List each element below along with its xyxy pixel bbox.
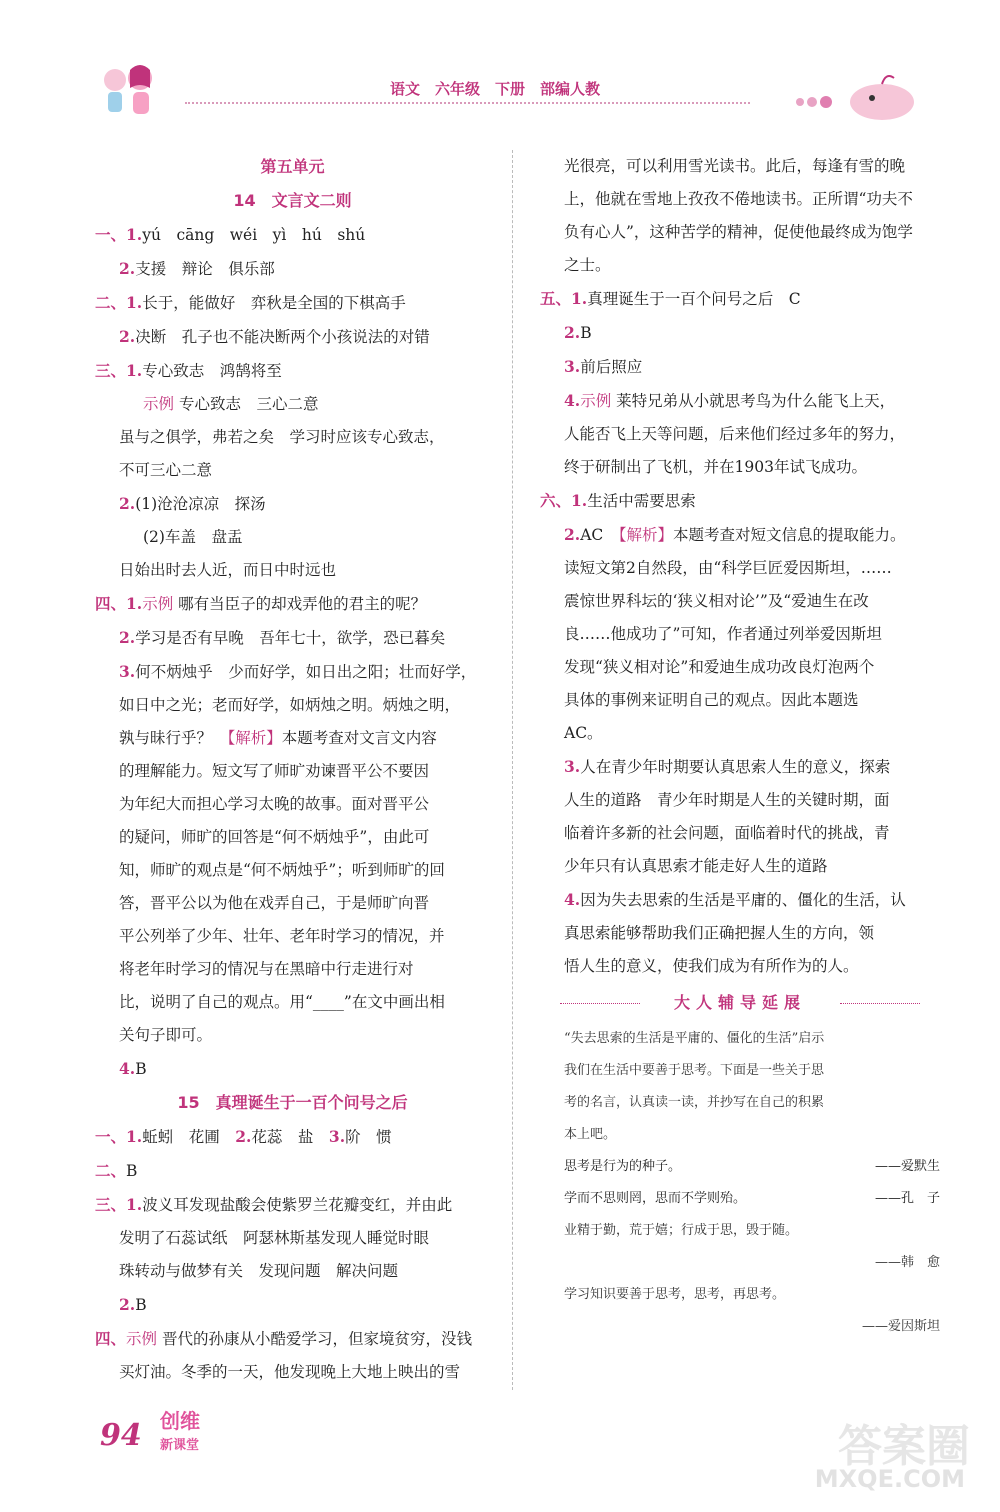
example-tag: 示例 <box>126 1330 158 1348</box>
watermark-line-2: MXQE.COM <box>814 1465 965 1493</box>
answer-line: AC。 <box>564 724 603 742</box>
answer-text: 生活中需要思索 <box>587 492 696 510</box>
answer-line: 人生的道路 青少年时期是人生的关键时期，面 <box>564 791 890 809</box>
answer-text: 波义耳发现盐酸会使紫罗兰花瓣变红，并由此 <box>142 1196 453 1214</box>
extension-text: “失去思索的生活是平庸的、僵化的生活”启示 <box>564 1031 825 1046</box>
answer-text: 本题考查对短文信息的提取能力。 <box>673 526 906 544</box>
answer-line: 发现“狭义相对论”和爱迪生成功改良灯泡两个 <box>564 658 875 676</box>
answer-text: 决断 孔子也不能决断两个小孩说法的对错 <box>135 328 430 346</box>
logo-line-2: 新课堂 <box>160 1438 200 1453</box>
answer-line: 为年纪大而担心学习太晚的故事。面对晋平公 <box>119 795 430 813</box>
answer-text: B <box>135 1060 147 1078</box>
answer-text: 本题考查对文言文内容 <box>281 729 437 747</box>
answer-line: 震惊世界科坛的‘狭义相对论’”及“爱迪生在改 <box>564 592 869 610</box>
quote-text: 学而不思则罔，思而不学则殆。 <box>564 1191 747 1206</box>
answer-text: yú cāng wéi yì hú shú <box>142 226 366 244</box>
section-marker: 二、 <box>95 293 127 312</box>
question-number: 4. <box>564 890 581 909</box>
answer-line: 知，师旷的观点是“何不炳烛乎”；听到师旷的回 <box>119 861 445 879</box>
answer-line <box>95 487 490 521</box>
answer-line: 临着许多新的社会问题，面临着时代的挑战，青 <box>564 824 890 842</box>
answer-text: B <box>126 1162 138 1180</box>
answer-line <box>95 252 490 286</box>
answer-text: B <box>580 324 592 342</box>
answer-line <box>95 218 490 252</box>
answer-line: 良……他成功了”可知，作者通过列举爱因斯坦 <box>564 625 882 643</box>
answer-line <box>95 655 490 689</box>
answer-line: 上，他就在雪地上孜孜不倦地读书。正所谓“功夫不 <box>564 190 913 208</box>
answer-text: 支援 辩论 俱乐部 <box>135 260 275 278</box>
answer-line <box>540 282 940 316</box>
quote-text: 思考是行为的种子。 <box>564 1159 682 1174</box>
answer-line <box>95 1188 490 1222</box>
answer-line <box>95 320 490 354</box>
answer-line: 的理解能力。短文写了师旷劝谏晋平公不要因 <box>119 762 430 780</box>
analysis-tag: 【解析】 <box>618 526 674 544</box>
page-number: 94 <box>100 1418 142 1453</box>
answer-line <box>95 1052 490 1086</box>
extension-text: 本上吧。 <box>564 1127 617 1142</box>
quote-text: 学习知识要善于思考，思考，再思考。 <box>564 1287 786 1302</box>
answer-line <box>95 1120 490 1154</box>
quote-author: ——韩 愈 <box>874 1255 940 1270</box>
quote-author: ——爱默生 <box>874 1159 940 1174</box>
quote-text: 业精于勤，荒于嬉；行成于思，毁于随。 <box>564 1223 799 1238</box>
section-marker: 四、 <box>95 594 127 613</box>
question-number: 1. <box>126 361 143 380</box>
answer-line: 具体的事例来证明自己的观点。因此本题选 <box>564 691 859 709</box>
logo-line-1: 创维 <box>160 1409 200 1433</box>
answer-line: 少年只有认真思索才能走好人生的道路 <box>564 857 828 875</box>
answer-line <box>95 1322 490 1356</box>
quote-author: ——爱因斯坦 <box>861 1319 940 1334</box>
example-tag: 示例 <box>143 395 175 413</box>
question-number: 4. <box>119 1059 136 1078</box>
question-number: 1. <box>571 491 588 510</box>
answer-text: 前后照应 <box>580 358 643 376</box>
answer-text: 阶 惯 <box>345 1128 392 1146</box>
section-marker: 六、 <box>540 491 572 510</box>
answer-line: 之士。 <box>564 256 611 274</box>
quote-author: ——孔 子 <box>874 1191 940 1206</box>
answer-text: AC <box>580 526 619 544</box>
question-number: 2. <box>119 1295 136 1314</box>
answer-line <box>540 883 940 917</box>
answer-line: 负有心人”，这种苦学的精神，促使他最终成为饱学 <box>564 223 913 241</box>
answer-line: 如日中之光；老而好学，如炳烛之明。炳烛之明， <box>119 696 461 714</box>
left-column <box>95 150 490 1389</box>
answer-line <box>95 1154 490 1188</box>
answer-text: 晋代的孙康从小酷爱学习，但家境贫穷，没钱 <box>161 1330 472 1348</box>
answer-line: 读短文第2自然段，由“科学巨匠爱因斯坦，…… <box>564 559 892 577</box>
header-dotted-line <box>185 102 750 104</box>
section-marker: 二、 <box>95 1161 127 1180</box>
answer-line: 虽与之俱学，弗若之矣 学习时应该专心致志， <box>119 428 445 446</box>
section-marker: 三、 <box>95 1195 127 1214</box>
answer-text: B <box>135 1296 147 1314</box>
answer-text: 专心致志 鸿鹄将至 <box>142 362 282 380</box>
section-marker: 五、 <box>540 289 572 308</box>
answer-line <box>540 750 940 784</box>
answer-text: 因为失去思索的生活是平庸的、僵化的生活，认 <box>580 891 906 909</box>
answer-line <box>95 621 490 655</box>
answer-line: 终于研制出了飞机，并在1903年试飞成功。 <box>564 458 867 476</box>
answer-text: (1)沧沧凉凉 探汤 <box>135 495 266 513</box>
answer-text: 蚯蚓 花圃 <box>142 1128 236 1146</box>
answer-line <box>540 316 940 350</box>
question-number: 2. <box>119 259 136 278</box>
answer-line: 平公列举了少年、壮年、老年时学习的情况，并 <box>119 927 445 945</box>
answer-line <box>95 1288 490 1322</box>
answer-text: 真理诞生于一百个问号之后 C <box>587 290 801 308</box>
cartoon-whale-icon <box>790 70 920 120</box>
answer-line: 日始出时去人近，而日中时远也 <box>119 561 337 579</box>
answer-line <box>540 384 940 418</box>
cartoon-kids-icon <box>90 60 170 120</box>
answer-text: 人在青少年时期要认真思索人生的意义，探索 <box>580 758 891 776</box>
answer-text: 哪有当臣子的却戏弄他的君主的呢？ <box>178 595 427 613</box>
page-header <box>90 60 910 120</box>
question-number: 1. <box>126 293 143 312</box>
question-number: 2. <box>564 323 581 342</box>
answer-line: 真思索能够帮助我们正确把握人生的方向，领 <box>564 924 875 942</box>
answer-line: 珠转动与做梦有关 发现问题 解决问题 <box>119 1262 399 1280</box>
example-tag: 示例 <box>142 595 174 613</box>
answer-line: 发明了石蕊试纸 阿瑟林斯基发现人睡觉时眼 <box>119 1229 430 1247</box>
answer-line: 的疑问，师旷的回答是“何不炳烛乎”，由此可 <box>119 828 430 846</box>
answer-line: 关句子即可。 <box>119 1026 213 1044</box>
answer-line <box>95 354 490 388</box>
answer-text: 莱特兄弟从小就思考鸟为什么能飞上天， <box>616 392 896 410</box>
answer-line: 答，晋平公以为他在戏弄自己，于是师旷向晋 <box>119 894 430 912</box>
extension-section-title: 大人辅导延展 <box>540 983 940 1023</box>
answer-line <box>95 587 490 621</box>
answer-text: 花蕊 盐 <box>251 1128 329 1146</box>
section-marker: 一、 <box>95 225 127 244</box>
question-number: 3. <box>564 757 581 776</box>
answer-text: 孰与昧行乎？ <box>119 729 228 747</box>
answer-line <box>540 350 940 384</box>
question-number: 1. <box>126 1127 143 1146</box>
question-number: 2. <box>119 628 136 647</box>
answer-text: 专心致志 三心二意 <box>178 395 319 413</box>
lesson-15-title: 15 真理诞生于一百个问号之后 <box>177 1093 408 1112</box>
question-number: 3. <box>119 662 136 681</box>
column-divider <box>512 150 513 1390</box>
answer-line <box>540 518 940 552</box>
watermark-line-1: 答案圈 <box>838 1421 970 1472</box>
extension-text: 考的名言，认真读一读，并抄写在自己的积累 <box>564 1095 825 1110</box>
analysis-tag: 【解析】 <box>227 729 282 747</box>
question-number: 1. <box>571 289 588 308</box>
answer-text: 何不炳烛乎 少而好学，如日出之阳；壮而好学， <box>135 663 477 681</box>
section-marker: 四、 <box>95 1329 127 1348</box>
question-number: 4. <box>564 391 581 410</box>
answer-line: 悟人生的意义，使我们成为有所作为的人。 <box>564 957 859 975</box>
right-column <box>540 150 940 1343</box>
answer-text: 长于，能做好 弈秋是全国的下棋高手 <box>142 294 406 312</box>
question-number: 3. <box>564 357 581 376</box>
question-number: 1. <box>126 1195 143 1214</box>
question-number: 2. <box>119 494 136 513</box>
question-number: 2. <box>119 327 136 346</box>
header-title: 语文 六年级 下册 部编人教 <box>390 80 601 98</box>
lesson-14-title: 14 文言文二则 <box>233 191 352 210</box>
quote-row <box>540 1183 940 1215</box>
answer-line: 买灯油。冬季的一天，他发现晚上大地上映出的雪 <box>119 1363 461 1381</box>
extension-text: 我们在生活中要善于思考。下面是一些关于思 <box>564 1063 825 1078</box>
question-number: 3. <box>328 1127 346 1146</box>
question-number: 2. <box>235 1127 252 1146</box>
example-tag: 示例 <box>580 392 612 410</box>
answer-line <box>95 722 490 755</box>
answer-line: (2)车盖 盘盂 <box>143 528 243 546</box>
section-marker: 一、 <box>95 1127 127 1146</box>
watermark <box>810 1410 980 1500</box>
answer-text: 学习是否有早晚 吾年七十，欲学，恐已暮矣 <box>135 629 446 647</box>
quote-row <box>540 1151 940 1183</box>
answer-line: 将老年时学习的情况与在黑暗中行走进行对 <box>119 960 414 978</box>
question-number: 1. <box>126 225 143 244</box>
question-number: 2. <box>564 525 581 544</box>
answer-line: 人能否飞上天等问题，后来他们经过多年的努力， <box>564 425 906 443</box>
unit-title: 第五单元 <box>260 157 325 176</box>
answer-line: 比，说明了自己的观点。用“____”在文中画出相 <box>119 993 445 1011</box>
answer-line: 不可三心二意 <box>119 461 213 479</box>
answer-line <box>540 484 940 518</box>
section-marker: 三、 <box>95 361 127 380</box>
answer-line <box>95 286 490 320</box>
brand-logo <box>160 1405 230 1455</box>
question-number: 1. <box>126 594 143 613</box>
answer-line <box>95 388 490 421</box>
answer-line: 光很亮，可以利用雪光读书。此后，每逢有雪的晚 <box>564 157 906 175</box>
